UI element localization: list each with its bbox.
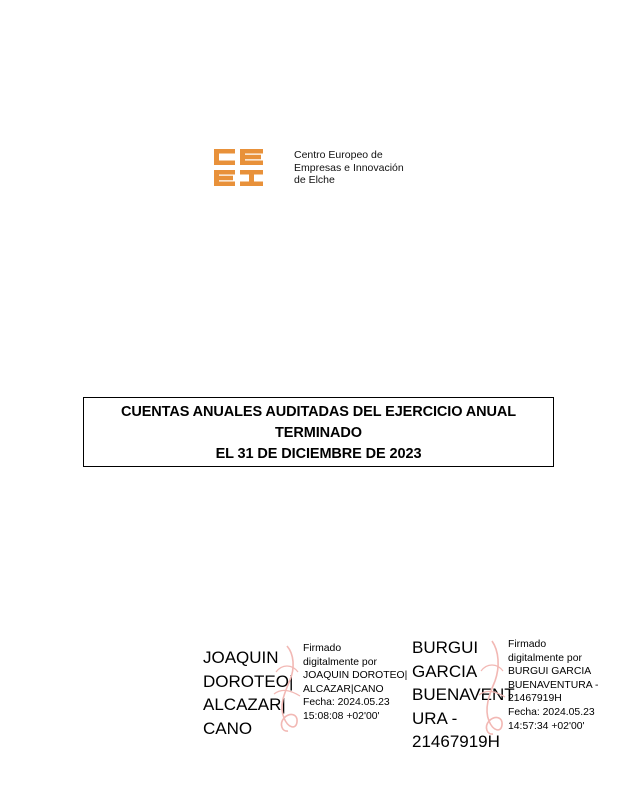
- signer-2-details: [508, 638, 598, 733]
- signer-name-line: CANO: [203, 718, 253, 738]
- signer-name-line: BURGUI: [412, 638, 479, 657]
- signature-detail-line: digitalmente por: [303, 656, 377, 668]
- org-name-line: de Elche: [294, 174, 335, 186]
- signature-detail-line: 15:08:08 +02'00': [303, 710, 380, 722]
- org-name-line: Centro Europeo de: [294, 149, 383, 161]
- signer-name-line: DOROTEO|: [203, 671, 294, 691]
- organization-name: [294, 149, 404, 187]
- signer-name-line: JOAQUIN: [203, 648, 279, 667]
- signer-name-line: ALCAZAR|: [203, 695, 286, 714]
- signature-detail-line: Firmado: [303, 643, 342, 654]
- signature-detail-line: JOAQUIN DOROTEO|: [303, 670, 408, 682]
- document-title-box: [83, 397, 554, 467]
- signer-1-details: [303, 642, 407, 724]
- signature-detail-line: Fecha: 2024.05.23: [508, 706, 595, 718]
- signer-name-line: BUENAVENT: [412, 685, 515, 704]
- signature-1-mark-icon: [270, 642, 304, 736]
- signer-name-line: GARCIA: [412, 661, 478, 681]
- org-name-line: Empresas e Innovación: [294, 161, 404, 174]
- ceei-logo: [213, 148, 265, 188]
- title-line: EL 31 DE DICIEMBRE DE 2023: [215, 446, 422, 462]
- signature-detail-line: Fecha: 2024.05.23: [303, 697, 390, 709]
- signature-detail-line: BURGUI GARCIA: [508, 666, 592, 678]
- title-line: CUENTAS ANUALES AUDITADAS DEL EJERCICIO ANUAL: [120, 404, 517, 420]
- signature-detail-line: ALCAZAR|CANO: [303, 683, 384, 695]
- signature-detail-line: Firmado: [508, 639, 547, 650]
- signature-2-mark-icon: [475, 637, 509, 741]
- signer-name-line: 21467919H: [412, 732, 500, 751]
- signature-detail-line: 21467919H: [508, 693, 562, 705]
- title-line: TERMINADO: [275, 425, 362, 441]
- signature-detail-line: BUENAVENTURA -: [508, 679, 599, 691]
- signature-detail-line: 14:57:34 +02'00': [508, 720, 585, 732]
- signer-name-line: URA -: [412, 708, 458, 728]
- signature-detail-line: digitalmente por: [508, 652, 582, 664]
